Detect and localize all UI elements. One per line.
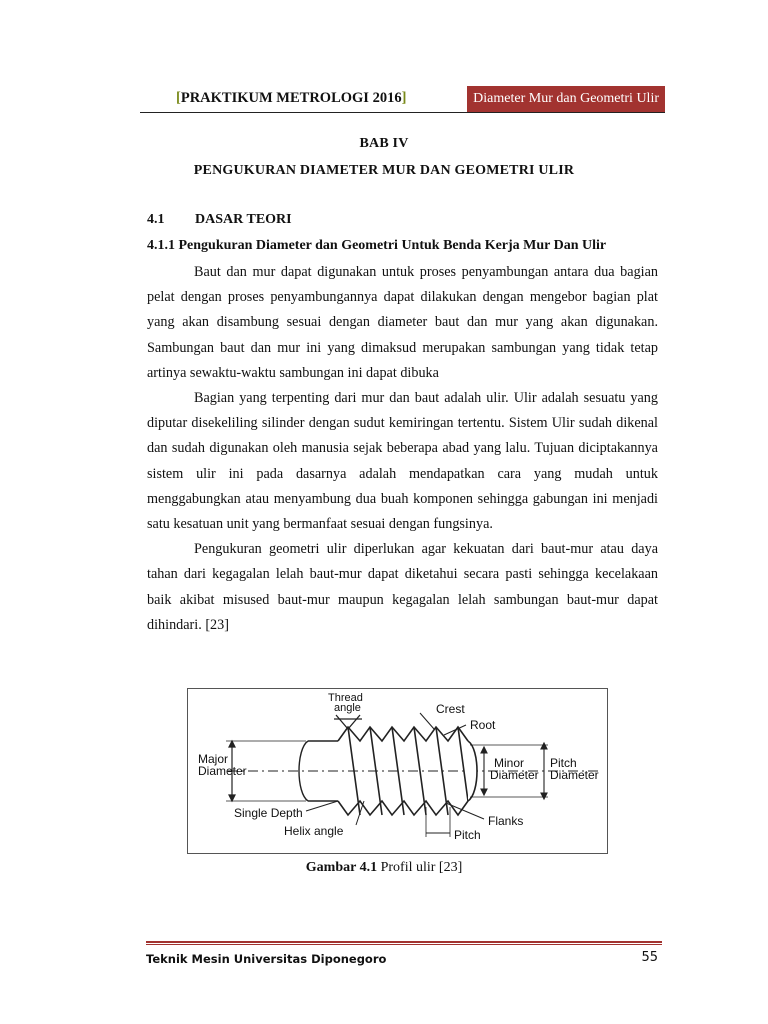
running-header <box>140 84 665 113</box>
label-major-diameter: Diameter <box>198 764 247 778</box>
label-root: Root <box>470 718 496 732</box>
header-course <box>176 90 406 107</box>
paragraph-2: Bagian yang terpenting dari mur dan baut adalah ulir. Ulir adalah sesuatu yang diputar disekeliling silinder dengan sudut kemiringan tertentu. Sistem Ulir sudah dikenal dan sudah digunakan oleh manusia sejak beberapa abad yang lalu. Tujuan diciptakannya sistem ulir ini pada dasarnya adalah mendapatkan cara yang mudah untuk menggabungkan atau menyambung dua buah komponen sehingga gabungan ini menjadi satu kesatuan unit yang bermanfaat sesuai dengan fungsinya. <box>147 390 658 533</box>
label-minor-diameter: Diameter <box>490 768 539 782</box>
caption-text: Profil ulir [23] <box>377 860 463 875</box>
label-minor: Minor <box>494 756 525 770</box>
minor-diameter-dim <box>481 747 487 795</box>
label-major: Major <box>198 752 229 766</box>
thread-profile-diagram <box>188 689 607 853</box>
label-angle: angle <box>334 702 361 714</box>
caption-label: Gambar 4.1 <box>305 860 378 875</box>
body-text <box>147 260 658 638</box>
chapter-number: BAB IV <box>359 136 409 151</box>
figure-labels <box>198 692 599 842</box>
label-pitch-diameter: Diameter <box>550 768 599 782</box>
footer-rule-thick <box>146 941 662 943</box>
footer-institution: Teknik Mesin Universitas Diponegoro <box>146 952 387 966</box>
section-title: DASAR TEORI <box>195 212 292 227</box>
screw-body <box>228 741 598 801</box>
label-flanks: Flanks <box>488 814 524 828</box>
subsection-title: 4.1.1 Pengukuran Diameter dan Geometri Untuk Benda Kerja Mur Dan Ulir <box>147 238 607 253</box>
label-crest: Crest <box>436 702 465 716</box>
label-single-depth: Single Depth <box>234 806 303 820</box>
label-thread: Thread <box>328 692 363 704</box>
bracket-open: [ <box>176 90 181 106</box>
thread-profile-figure <box>187 688 608 854</box>
section-number: 4.1 <box>147 212 165 227</box>
header-topic: Diameter Mur dan Geometri Ulir <box>467 86 665 112</box>
chapter-title: PENGUKURAN DIAMETER MUR DAN GEOMETRI ULIR <box>193 163 575 178</box>
figure-caption <box>0 860 768 876</box>
footer-rule-thin <box>146 944 662 945</box>
paragraph-3: Pengukuran geometri ulir diperlukan agar kekuatan dari baut-mur atau daya tahan dari kegagalan lelah baut-mur dapat diketahui secara pasti sehingga kecelakaan baik akibat misused baut-mur maupun kegagalan lelah sambungan baut-mur dapat dihindari. [23] <box>147 541 658 633</box>
course-title: PRAKTIKUM METROLOGI 2016 <box>180 90 402 106</box>
label-pitch-d: Pitch <box>550 756 577 770</box>
paragraph-1: Baut dan mur dapat digunakan untuk proses penyambungan antara dua bagian pelat dengan proses penyambungannya dapat dilakukan dengan mengebor bagian plat yang akan disambung sesuai dengan diameter baut dan mur yang akan digunakan. Sambungan baut dan mur ini yang dimaksud merupakan sambungan yang tidak tetap artinya sewaktu-waktu sambungan ini dapat dibuka <box>147 264 658 381</box>
page-number: 55 <box>641 950 658 965</box>
label-pitch: Pitch <box>454 828 481 842</box>
label-helix-angle: Helix angle <box>284 824 344 838</box>
bracket-close: ] <box>401 90 407 106</box>
